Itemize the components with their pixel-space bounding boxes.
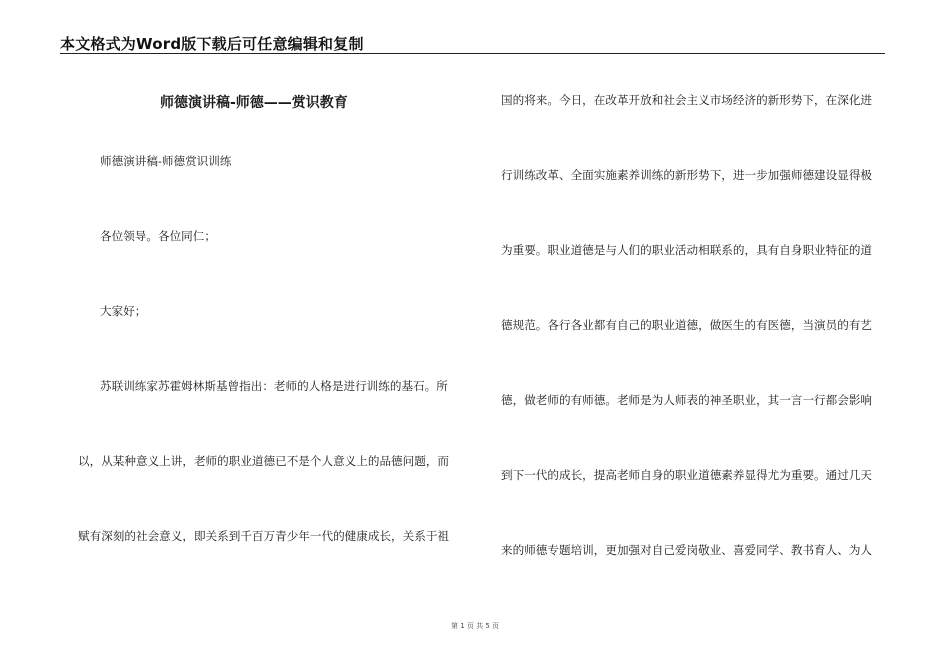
right-line-3: 为重要。职业道德是与人们的职业活动相联系的，具有自身职业特征的道 (501, 243, 873, 257)
document-title: 师德演讲稿-师德——赏识教育 (160, 95, 348, 111)
document-banner: 本文格式为Word版下载后可任意编辑和复制 (60, 35, 364, 53)
page-number: 第 1 页 共 5 页 (450, 622, 500, 630)
right-line-5: 德，做老师的有师德。老师是为人师表的神圣职业，其一言一行都会影响 (501, 393, 873, 407)
right-line-4: 德规范。各行各业都有自己的职业道德，做医生的有医德，当演员的有艺 (501, 318, 873, 332)
right-line-7: 来的师德专题培训，更加强对自己爱岗敬业、喜爱同学、教书育人、为人 (501, 543, 873, 557)
left-line-5: 以，从某种意义上讲，老师的职业道德已不是个人意义上的品德问题，而 (78, 454, 450, 468)
left-line-1: 师德演讲稿-师德赏识训练 (100, 154, 232, 168)
header-divider (60, 53, 885, 54)
left-line-6: 赋有深刻的社会意义，即关系到千百万青少年一代的健康成长，关系于祖 (78, 529, 450, 543)
left-line-2: 各位领导。各位同仁； (100, 229, 216, 243)
right-line-6: 到下一代的成长，提高老师自身的职业道德素养显得尤为重要。通过几天 (501, 468, 873, 482)
right-line-1: 国的将来。今日，在改革开放和社会主义市场经济的新形势下，在深化进 (501, 93, 873, 107)
left-line-3: 大家好； (100, 304, 147, 318)
right-line-2: 行训练改革、全面实施素养训练的新形势下，进一步加强师德建设显得极 (501, 168, 873, 182)
left-line-4: 苏联训练家苏霍姆林斯基曾指出：老师的人格是进行训练的基石。所 (100, 379, 448, 393)
